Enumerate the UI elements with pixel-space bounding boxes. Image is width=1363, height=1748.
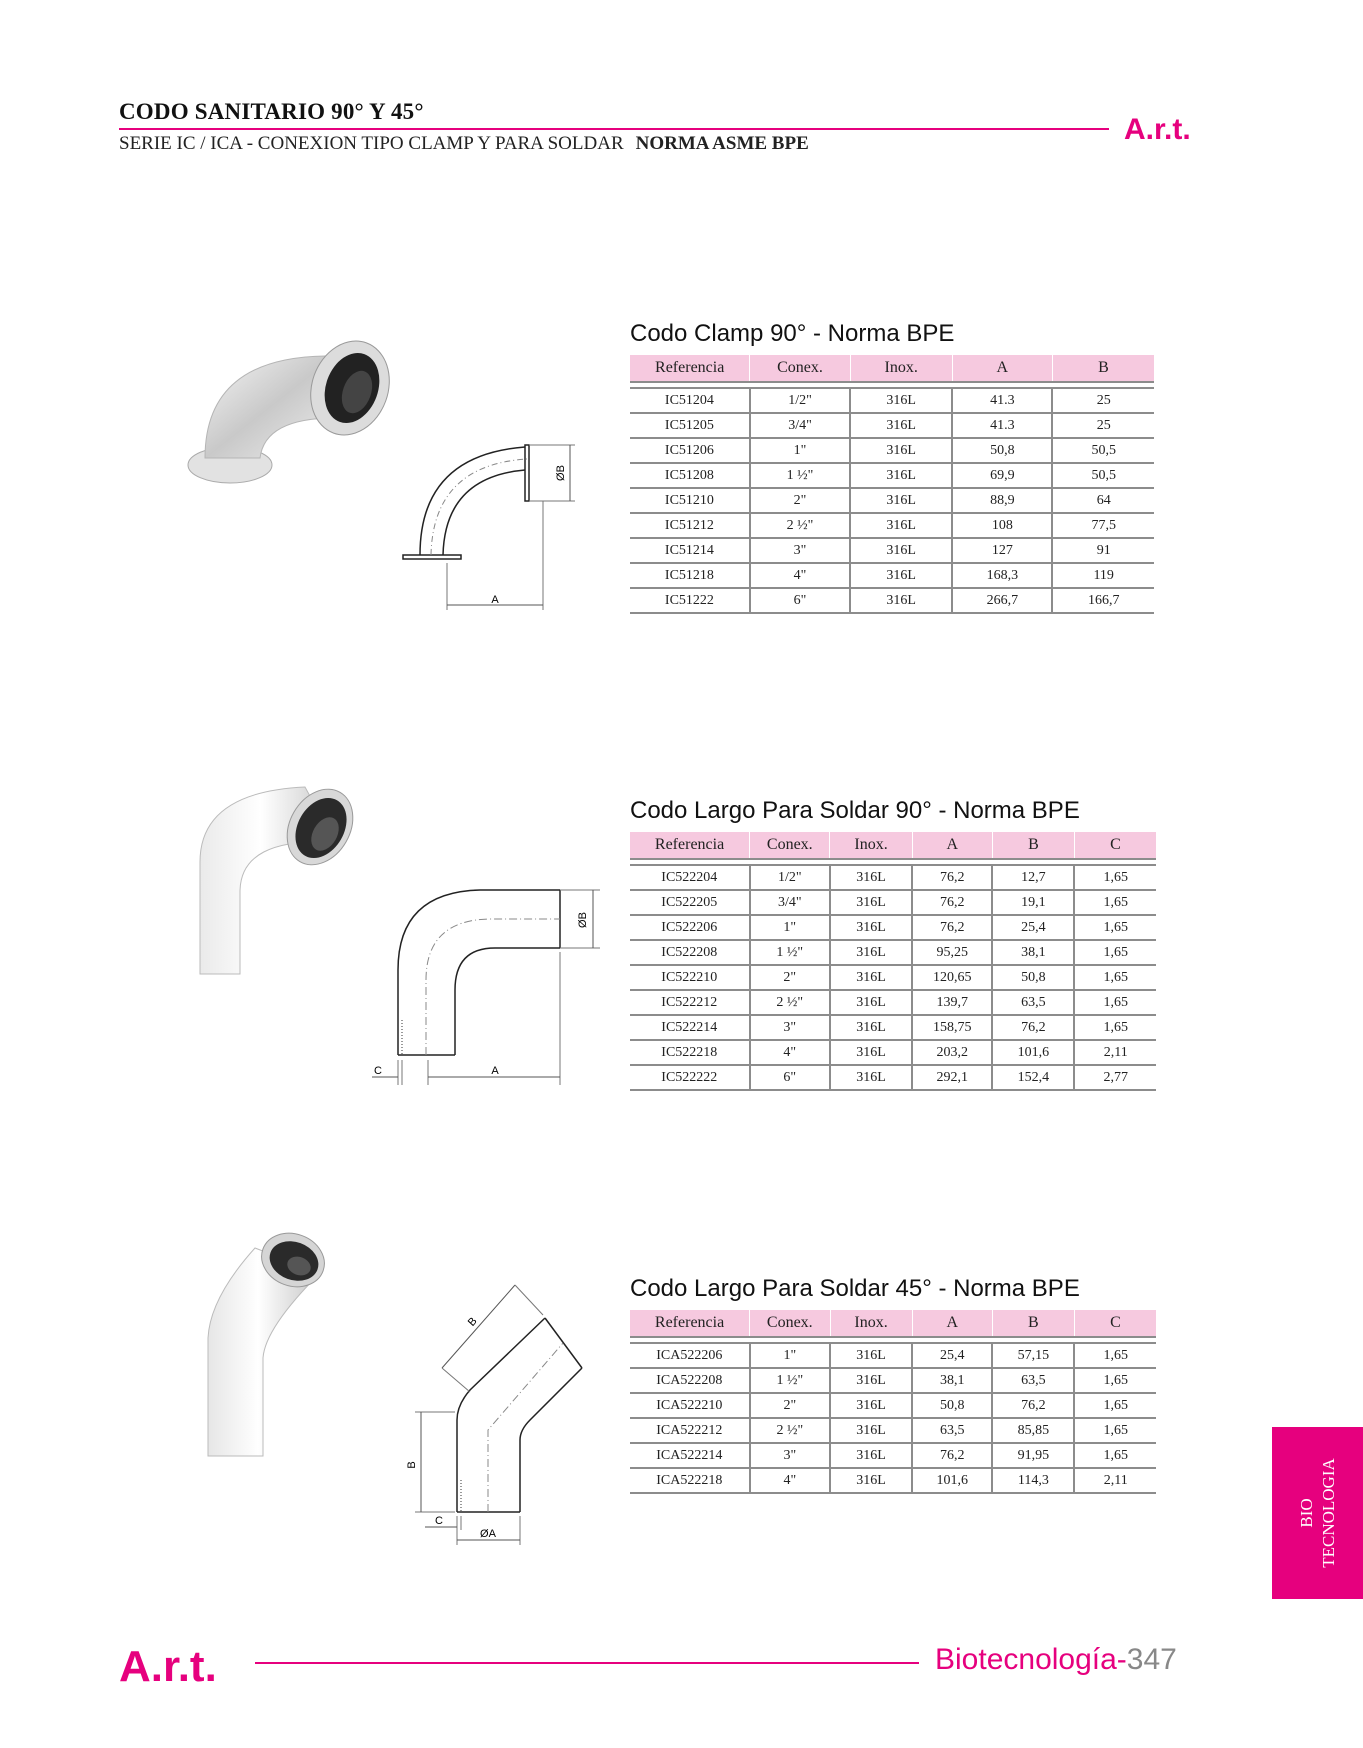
table-row bbox=[630, 940, 1156, 965]
table-cell: 316L bbox=[830, 1343, 912, 1368]
table-cell: 91 bbox=[1052, 538, 1154, 563]
weld-elbow-45-drawing bbox=[395, 1280, 595, 1545]
col-conex: Conex. bbox=[750, 832, 830, 859]
table-cell: 25 bbox=[1052, 413, 1154, 438]
col-inox: Inox. bbox=[830, 1310, 912, 1337]
table-cell: 266,7 bbox=[952, 588, 1052, 613]
footer-section-label bbox=[935, 1643, 1177, 1677]
col-b: B bbox=[992, 1310, 1074, 1337]
col-inox: Inox. bbox=[850, 355, 952, 382]
clamp-elbow-90-drawing bbox=[395, 435, 585, 610]
col-b: B bbox=[992, 832, 1074, 859]
table-cell: ICA522206 bbox=[630, 1343, 750, 1368]
table-cell: 1" bbox=[750, 438, 850, 463]
table-cell: IC522204 bbox=[630, 865, 750, 890]
table-cell: 1,65 bbox=[1074, 1393, 1156, 1418]
table-row bbox=[630, 990, 1156, 1015]
table-header-row bbox=[630, 355, 1154, 382]
table-header-row bbox=[630, 832, 1156, 859]
side-tab-line1: BIO bbox=[1296, 1498, 1316, 1528]
side-tab-biotecnologia[interactable] bbox=[1272, 1427, 1363, 1599]
table-cell: 3" bbox=[750, 538, 850, 563]
table-cell: 1" bbox=[750, 1343, 830, 1368]
logo-text: A.r.t. bbox=[1124, 113, 1191, 146]
subtitle-text: SERIE IC / ICA - CONEXION TIPO CLAMP Y PARA SOLDAR bbox=[119, 133, 624, 154]
table-cell: 108 bbox=[952, 513, 1052, 538]
table-row bbox=[630, 890, 1156, 915]
dim-a-label: A bbox=[491, 594, 499, 606]
table-cell: 6" bbox=[750, 588, 850, 613]
table-cell: 203,2 bbox=[912, 1040, 992, 1065]
table-cell: ICA522218 bbox=[630, 1468, 750, 1493]
table-weld-45 bbox=[630, 1310, 1156, 1494]
col-referencia: Referencia bbox=[630, 832, 750, 859]
table-cell: 76,2 bbox=[912, 1443, 992, 1468]
table-row bbox=[630, 538, 1154, 563]
table-cell: 316L bbox=[830, 1040, 912, 1065]
table-row bbox=[630, 1393, 1156, 1418]
table-cell: 85,85 bbox=[992, 1418, 1074, 1443]
table-cell: 4" bbox=[750, 563, 850, 588]
table-cell: 120,65 bbox=[912, 965, 992, 990]
table-cell: 1,65 bbox=[1074, 1443, 1156, 1468]
col-referencia: Referencia bbox=[630, 355, 750, 382]
table-row bbox=[630, 413, 1154, 438]
col-a: A bbox=[952, 355, 1052, 382]
table-cell: 1,65 bbox=[1074, 865, 1156, 890]
table-body bbox=[630, 1343, 1156, 1493]
table-row bbox=[630, 865, 1156, 890]
table-cell: 12,7 bbox=[992, 865, 1074, 890]
table-cell: 166,7 bbox=[1052, 588, 1154, 613]
col-c: C bbox=[1074, 832, 1156, 859]
table-cell: 2" bbox=[750, 1393, 830, 1418]
table-weld-90 bbox=[630, 832, 1156, 1091]
dim-b-vert-label: B bbox=[406, 1461, 418, 1469]
table-cell: 88,9 bbox=[952, 488, 1052, 513]
table-cell: 1,65 bbox=[1074, 940, 1156, 965]
table-cell: 316L bbox=[830, 1468, 912, 1493]
table-cell: 2,11 bbox=[1074, 1468, 1156, 1493]
table-cell: 316L bbox=[850, 588, 952, 613]
dim-b-label: ØB bbox=[555, 465, 567, 481]
table-cell: 168,3 bbox=[952, 563, 1052, 588]
table-cell: 119 bbox=[1052, 563, 1154, 588]
table-cell: 101,6 bbox=[992, 1040, 1074, 1065]
table-header-row bbox=[630, 1310, 1156, 1337]
table-cell: 316L bbox=[830, 915, 912, 940]
table-body bbox=[630, 388, 1154, 613]
table-cell: 2 ½" bbox=[750, 990, 830, 1015]
table-cell: 38,1 bbox=[992, 940, 1074, 965]
section-title-weld-90: Codo Largo Para Soldar 90° - Norma BPE bbox=[630, 797, 1080, 824]
table-cell: IC51204 bbox=[630, 388, 750, 413]
table-row bbox=[630, 1468, 1156, 1493]
art-logo-top bbox=[1124, 110, 1204, 146]
table-cell: IC51208 bbox=[630, 463, 750, 488]
table-cell: 316L bbox=[830, 1443, 912, 1468]
clamp-elbow-90-photo bbox=[185, 318, 395, 498]
table-row bbox=[630, 513, 1154, 538]
footer-rule bbox=[255, 1662, 919, 1664]
side-tab-line2: TECNOLOGIA bbox=[1318, 1458, 1338, 1568]
table-cell: 316L bbox=[830, 865, 912, 890]
table-row bbox=[630, 1343, 1156, 1368]
side-tab-label bbox=[1296, 1458, 1340, 1568]
table-cell: 76,2 bbox=[992, 1393, 1074, 1418]
dim-a-label: ØA bbox=[480, 1528, 496, 1540]
table-cell: 76,2 bbox=[912, 915, 992, 940]
weld-elbow-45-photo bbox=[205, 1228, 350, 1463]
table-cell: IC51218 bbox=[630, 563, 750, 588]
table-cell: IC51212 bbox=[630, 513, 750, 538]
table-cell: IC522206 bbox=[630, 915, 750, 940]
table-cell: 1/2" bbox=[750, 388, 850, 413]
table-cell: 158,75 bbox=[912, 1015, 992, 1040]
table-cell: 2 ½" bbox=[750, 1418, 830, 1443]
table-cell: 316L bbox=[830, 1418, 912, 1443]
col-conex: Conex. bbox=[750, 1310, 830, 1337]
table-cell: 316L bbox=[850, 463, 952, 488]
table-cell: 3/4" bbox=[750, 890, 830, 915]
table-cell: 1,65 bbox=[1074, 1418, 1156, 1443]
page-title: CODO SANITARIO 90° Y 45° bbox=[119, 99, 424, 124]
dim-c-label: C bbox=[374, 1065, 382, 1077]
table-cell: 316L bbox=[830, 1368, 912, 1393]
col-inox: Inox. bbox=[830, 832, 912, 859]
table-cell: 316L bbox=[830, 890, 912, 915]
table-cell: 76,2 bbox=[912, 890, 992, 915]
table-cell: 1 ½" bbox=[750, 1368, 830, 1393]
col-b: B bbox=[1052, 355, 1154, 382]
table-row bbox=[630, 1065, 1156, 1090]
table-cell: IC522218 bbox=[630, 1040, 750, 1065]
table-cell: 1 ½" bbox=[750, 463, 850, 488]
table-cell: 2" bbox=[750, 965, 830, 990]
table-cell: 139,7 bbox=[912, 990, 992, 1015]
table-cell: 50,5 bbox=[1052, 438, 1154, 463]
table-cell: 50,8 bbox=[912, 1393, 992, 1418]
table-cell: 41.3 bbox=[952, 413, 1052, 438]
table-cell: 38,1 bbox=[912, 1368, 992, 1393]
table-cell: ICA522210 bbox=[630, 1393, 750, 1418]
table-cell: 3" bbox=[750, 1443, 830, 1468]
table-row bbox=[630, 463, 1154, 488]
table-cell: 316L bbox=[850, 438, 952, 463]
table-row bbox=[630, 563, 1154, 588]
table-cell: IC51210 bbox=[630, 488, 750, 513]
table-cell: 1,65 bbox=[1074, 1343, 1156, 1368]
table-cell: 6" bbox=[750, 1065, 830, 1090]
table-cell: 101,6 bbox=[912, 1468, 992, 1493]
table-cell: 316L bbox=[830, 965, 912, 990]
table-cell: 63,5 bbox=[912, 1418, 992, 1443]
table-cell: 2,11 bbox=[1074, 1040, 1156, 1065]
table-cell: IC522222 bbox=[630, 1065, 750, 1090]
subtitle-norm: NORMA ASME BPE bbox=[635, 133, 809, 154]
art-logo-bottom bbox=[119, 1639, 239, 1691]
table-cell: 316L bbox=[850, 413, 952, 438]
dim-b-label: ØB bbox=[577, 912, 589, 928]
table-cell: 1,65 bbox=[1074, 890, 1156, 915]
table-cell: 63,5 bbox=[992, 990, 1074, 1015]
table-cell: 76,2 bbox=[992, 1015, 1074, 1040]
table-cell: 316L bbox=[830, 1065, 912, 1090]
section-title-weld-45: Codo Largo Para Soldar 45° - Norma BPE bbox=[630, 1275, 1080, 1302]
table-cell: 63,5 bbox=[992, 1368, 1074, 1393]
table-cell: 316L bbox=[830, 1393, 912, 1418]
table-cell: 316L bbox=[830, 990, 912, 1015]
table-cell: 95,25 bbox=[912, 940, 992, 965]
table-row bbox=[630, 1418, 1156, 1443]
table-cell: 50,8 bbox=[952, 438, 1052, 463]
table-row bbox=[630, 1368, 1156, 1393]
table-cell: 1,65 bbox=[1074, 915, 1156, 940]
table-cell: IC522208 bbox=[630, 940, 750, 965]
col-c: C bbox=[1074, 1310, 1156, 1337]
page-subtitle bbox=[119, 133, 809, 155]
table-cell: 2" bbox=[750, 488, 850, 513]
table-cell: 316L bbox=[830, 940, 912, 965]
table-cell: IC51214 bbox=[630, 538, 750, 563]
table-cell: 25 bbox=[1052, 388, 1154, 413]
table-cell: 25,4 bbox=[912, 1343, 992, 1368]
table-cell: 2,77 bbox=[1074, 1065, 1156, 1090]
table-body bbox=[630, 865, 1156, 1090]
table-cell: 1,65 bbox=[1074, 965, 1156, 990]
table-cell: IC522214 bbox=[630, 1015, 750, 1040]
table-cell: 1,65 bbox=[1074, 990, 1156, 1015]
table-cell: IC51205 bbox=[630, 413, 750, 438]
table-cell: 77,5 bbox=[1052, 513, 1154, 538]
table-row bbox=[630, 965, 1156, 990]
logo-text: A.r.t. bbox=[119, 1642, 217, 1691]
table-row bbox=[630, 438, 1154, 463]
table-cell: 25,4 bbox=[992, 915, 1074, 940]
page-number: 347 bbox=[1126, 1643, 1177, 1676]
table-cell: 316L bbox=[850, 388, 952, 413]
table-cell: 50,8 bbox=[992, 965, 1074, 990]
table-cell: 152,4 bbox=[992, 1065, 1074, 1090]
table-cell: 2 ½" bbox=[750, 513, 850, 538]
table-cell: 1/2" bbox=[750, 865, 830, 890]
table-cell: 316L bbox=[850, 563, 952, 588]
table-cell: 3/4" bbox=[750, 413, 850, 438]
table-cell: 50,5 bbox=[1052, 463, 1154, 488]
table-cell: 114,3 bbox=[992, 1468, 1074, 1493]
weld-elbow-90-drawing bbox=[360, 880, 600, 1085]
table-cell: ICA522208 bbox=[630, 1368, 750, 1393]
table-cell: IC51206 bbox=[630, 438, 750, 463]
footer-section-name: Biotecnología- bbox=[935, 1643, 1127, 1676]
table-row bbox=[630, 1040, 1156, 1065]
table-cell: IC51222 bbox=[630, 588, 750, 613]
table-cell: IC522205 bbox=[630, 890, 750, 915]
table-cell: 76,2 bbox=[912, 865, 992, 890]
col-a: A bbox=[912, 832, 992, 859]
col-referencia: Referencia bbox=[630, 1310, 750, 1337]
table-cell: 91,95 bbox=[992, 1443, 1074, 1468]
table-cell: 3" bbox=[750, 1015, 830, 1040]
dim-c-label: C bbox=[435, 1515, 443, 1527]
table-clamp-90 bbox=[630, 355, 1154, 614]
table-cell: 292,1 bbox=[912, 1065, 992, 1090]
table-cell: 1 ½" bbox=[750, 940, 830, 965]
table-cell: 316L bbox=[850, 488, 952, 513]
table-cell: 127 bbox=[952, 538, 1052, 563]
table-row bbox=[630, 488, 1154, 513]
col-a: A bbox=[912, 1310, 992, 1337]
table-cell: 57,15 bbox=[992, 1343, 1074, 1368]
table-row bbox=[630, 588, 1154, 613]
weld-elbow-90-photo bbox=[195, 782, 380, 977]
dim-b-diag-label: B bbox=[465, 1315, 480, 1329]
table-cell: 64 bbox=[1052, 488, 1154, 513]
table-cell: 41.3 bbox=[952, 388, 1052, 413]
table-cell: ICA522214 bbox=[630, 1443, 750, 1468]
table-cell: 69,9 bbox=[952, 463, 1052, 488]
table-cell: 316L bbox=[850, 513, 952, 538]
table-cell: 316L bbox=[850, 538, 952, 563]
header-rule bbox=[119, 128, 1109, 130]
section-title-clamp-90: Codo Clamp 90° - Norma BPE bbox=[630, 320, 955, 347]
table-row bbox=[630, 388, 1154, 413]
table-row bbox=[630, 915, 1156, 940]
dim-a-label: A bbox=[491, 1065, 499, 1077]
col-conex: Conex. bbox=[750, 355, 850, 382]
table-cell: 4" bbox=[750, 1468, 830, 1493]
table-cell: 4" bbox=[750, 1040, 830, 1065]
table-row bbox=[630, 1015, 1156, 1040]
table-cell: IC522212 bbox=[630, 990, 750, 1015]
table-cell: 1,65 bbox=[1074, 1368, 1156, 1393]
table-cell: 1,65 bbox=[1074, 1015, 1156, 1040]
table-cell: 1" bbox=[750, 915, 830, 940]
table-cell: 19,1 bbox=[992, 890, 1074, 915]
table-cell: 316L bbox=[830, 1015, 912, 1040]
table-row bbox=[630, 1443, 1156, 1468]
table-cell: IC522210 bbox=[630, 965, 750, 990]
table-cell: ICA522212 bbox=[630, 1418, 750, 1443]
